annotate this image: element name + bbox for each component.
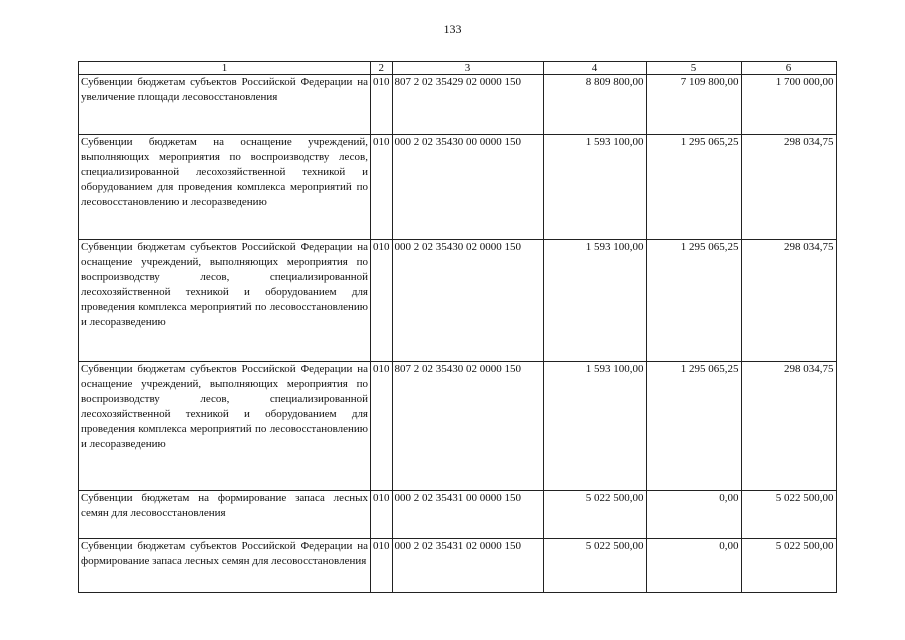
row-value-col6: 298 034,75: [741, 362, 836, 491]
row-description: Субвенции бюджетам субъектов Российской Федерации на формирование запаса лесных семян для лесовосстановления: [79, 539, 371, 593]
table-row: [79, 240, 837, 362]
row-value-col4: 5 022 500,00: [543, 539, 646, 593]
row-budget-code: 807 2 02 35429 02 0000 150: [392, 75, 543, 135]
row-admin-code: 010: [371, 75, 393, 135]
row-budget-code: 000 2 02 35430 00 0000 150: [392, 135, 543, 240]
row-description: Субвенции бюджетам субъектов Российской Федерации на оснащение учреждений, выполняющих мероприятия по воспроизводству лесов, специализированной лесохозяйственной техникой и оборудованием для проведения комплекса мероприятий по лесовосстановлению и лесоразведению: [79, 362, 371, 491]
table-row: [79, 491, 837, 539]
column-header: 3: [392, 62, 543, 75]
row-value-col4: 5 022 500,00: [543, 491, 646, 539]
table-row: [79, 539, 837, 593]
row-value-col5: 1 295 065,25: [646, 240, 741, 362]
row-description: Субвенции бюджетам субъектов Российской Федерации на увеличение площади лесовосстановления: [79, 75, 371, 135]
header-row: [79, 62, 837, 75]
column-header: 4: [543, 62, 646, 75]
row-admin-code: 010: [371, 491, 393, 539]
row-budget-code: 807 2 02 35430 02 0000 150: [392, 362, 543, 491]
column-header: 6: [741, 62, 836, 75]
row-value-col6: 298 034,75: [741, 135, 836, 240]
row-value-col5: 7 109 800,00: [646, 75, 741, 135]
column-header: 5: [646, 62, 741, 75]
row-admin-code: 010: [371, 539, 393, 593]
row-value-col6: 5 022 500,00: [741, 539, 836, 593]
row-value-col5: 0,00: [646, 491, 741, 539]
row-budget-code: 000 2 02 35431 02 0000 150: [392, 539, 543, 593]
row-description: Субвенции бюджетам на оснащение учреждений, выполняющих мероприятия по воспроизводству лесов, специализированной лесохозяйственной техникой и оборудованием для проведения комплекса мероприятий по лесовосстановлению и лесоразведению: [79, 135, 371, 240]
row-budget-code: 000 2 02 35430 02 0000 150: [392, 240, 543, 362]
row-admin-code: 010: [371, 135, 393, 240]
row-value-col4: 1 593 100,00: [543, 362, 646, 491]
table-row: [79, 135, 837, 240]
column-header: 2: [371, 62, 393, 75]
table-row: [79, 75, 837, 135]
row-value-col5: 1 295 065,25: [646, 362, 741, 491]
row-budget-code: 000 2 02 35431 00 0000 150: [392, 491, 543, 539]
row-admin-code: 010: [371, 362, 393, 491]
page-number: 133: [443, 22, 462, 36]
row-value-col4: 8 809 800,00: [543, 75, 646, 135]
row-value-col5: 0,00: [646, 539, 741, 593]
row-value-col4: 1 593 100,00: [543, 240, 646, 362]
table-row: [79, 362, 837, 491]
row-value-col4: 1 593 100,00: [543, 135, 646, 240]
row-value-col6: 1 700 000,00: [741, 75, 836, 135]
budget-table: [78, 61, 837, 593]
row-value-col6: 5 022 500,00: [741, 491, 836, 539]
column-header: 1: [79, 62, 371, 75]
row-description: Субвенции бюджетам на формирование запаса лесных семян для лесовосстановления: [79, 491, 371, 539]
row-description: Субвенции бюджетам субъектов Российской Федерации на оснащение учреждений, выполняющих мероприятия по воспроизводству лесов, специализированной лесохозяйственной техникой и оборудованием для проведения комплекса мероприятий по лесовосстановлению и лесоразведению: [79, 240, 371, 362]
row-value-col6: 298 034,75: [741, 240, 836, 362]
row-admin-code: 010: [371, 240, 393, 362]
row-value-col5: 1 295 065,25: [646, 135, 741, 240]
